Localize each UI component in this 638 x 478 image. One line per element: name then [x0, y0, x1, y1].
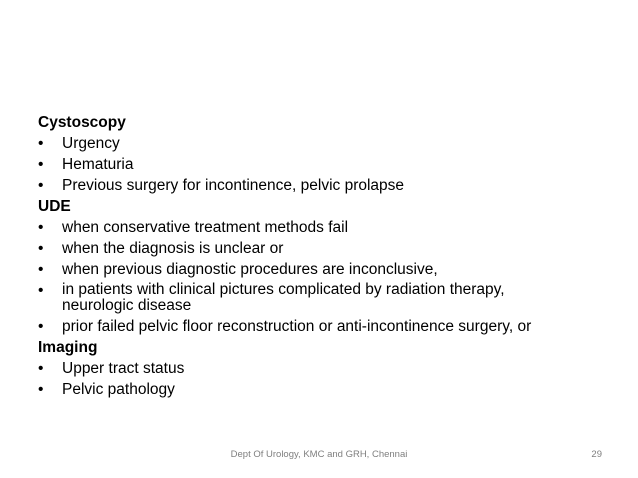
bullet-text: when previous diagnostic procedures are inconclusive, — [62, 261, 438, 278]
slide-body — [38, 112, 618, 400]
bullet-text: Previous surgery for incontinence, pelvic prolapse — [62, 177, 405, 194]
bullet-mark: • — [38, 177, 44, 194]
bullet-mark: • — [38, 282, 44, 299]
section-heading-cystoscopy: Cystoscopy — [38, 114, 126, 131]
bullet-text: Upper tract status — [62, 360, 185, 377]
page-number: 29 — [591, 449, 602, 460]
bullet-item — [38, 316, 618, 337]
bullet-text: Urgency — [62, 135, 120, 152]
bullet-text: Hematuria — [62, 156, 134, 173]
bullet-item — [38, 175, 618, 196]
bullet-mark: • — [38, 318, 44, 335]
bullet-text: Pelvic pathology — [62, 381, 175, 398]
bullet-text: in patients with clinical pictures complicated by radiation therapy, neurologic disease — [62, 281, 505, 314]
bullet-mark: • — [38, 156, 44, 173]
bullet-item — [38, 358, 618, 379]
bullet-item — [38, 154, 618, 175]
bullet-text: prior failed pelvic floor reconstruction or anti-incontinence surgery, or — [62, 318, 532, 335]
section-heading-imaging: Imaging — [38, 339, 98, 356]
section-heading-ude: UDE — [38, 198, 71, 215]
bullet-item — [38, 379, 618, 400]
bullet-mark: • — [38, 135, 44, 152]
bullet-item — [38, 259, 618, 280]
bullet-item — [38, 280, 618, 316]
bullet-mark: • — [38, 219, 44, 236]
bullet-item — [38, 217, 618, 238]
bullet-item — [38, 133, 618, 154]
footer-text: Dept Of Urology, KMC and GRH, Chennai — [230, 449, 408, 460]
bullet-mark: • — [38, 261, 44, 278]
bullet-mark: • — [38, 381, 44, 398]
bullet-mark: • — [38, 360, 44, 377]
bullet-item — [38, 238, 618, 259]
bullet-text: when conservative treatment methods fail — [62, 219, 349, 236]
bullet-mark: • — [38, 240, 44, 257]
bullet-text: when the diagnosis is unclear or — [62, 240, 284, 257]
